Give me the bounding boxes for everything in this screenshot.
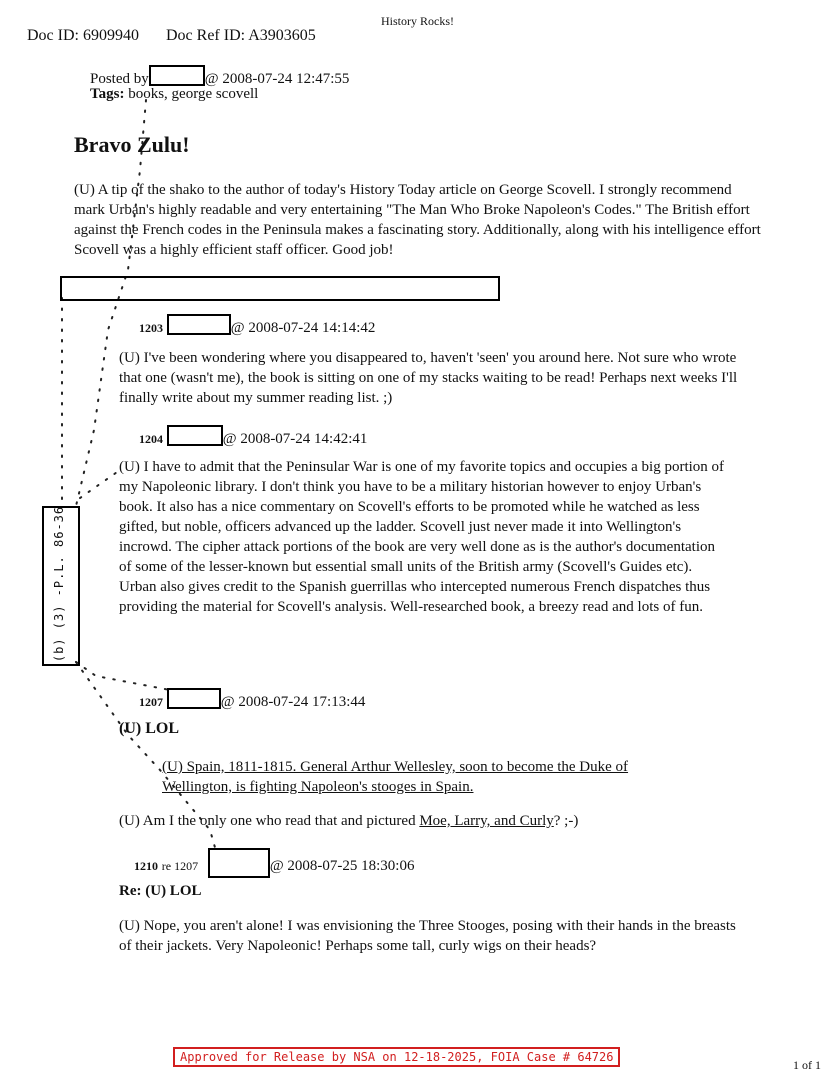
comment-body-text: (U) Am I the only one who read that and pictured [119, 813, 420, 829]
stooges-link[interactable]: Moe, Larry, and Curly [419, 813, 554, 829]
comment-number: 1203 [139, 321, 163, 335]
comment-timestamp: @ 2008-07-25 18:30:06 [269, 858, 415, 874]
comment-body: (U) Nope, you aren't alone! I was envisioning the Three Stooges, posing with their hands in the breasts of their jackets. Very Napoleonic! Perhaps some tall, curly wigs on their heads? [119, 918, 736, 954]
comment-quote: (U) Spain, 1811-1815. General Arthur Wellesley, soon to become the Duke of Wellington, is fighting Napoleon's stooges in Spain. [162, 759, 629, 795]
comment-timestamp: @ 2008-07-24 14:14:42 [230, 320, 376, 336]
post-meta [90, 65, 349, 88]
comment-number: 1210 [134, 859, 158, 873]
tags-value: books, george scovell [128, 86, 259, 102]
comment-body [119, 813, 578, 830]
posted-by-label: Posted by [90, 71, 149, 87]
redaction-box [149, 65, 205, 86]
redaction-bar [60, 276, 500, 301]
comment-timestamp: @ 2008-07-24 14:42:41 [222, 431, 368, 447]
comment-body-suffix: ? ;-) [553, 813, 579, 829]
redaction-box [208, 848, 270, 878]
redaction-box [167, 425, 223, 446]
release-stamp: Approved for Release by NSA on 12-18-2025, FOIA Case # 64726 [173, 1047, 620, 1067]
comment-header [139, 314, 375, 337]
page-number: 1 of 1 [793, 1058, 821, 1072]
comment-body: (U) I have to admit that the Peninsular War is one of my favorite topics and occupies a big portion of my Napoleonic library. I don't think you have to be a military historian however to enjoy Urban's book. It also has a nice commentary on Scovell's efforts to be promoted while he watched as less gifted, but noble, officers advanced up the ladder. Scovell just never made it into Wellington's incrowd. The cipher attack portions of the book are very well done as is the author's documentation of some of the lesser-known but essential small units of the British army (Scovell's Guides etc). Urban also gives credit to the Spanish guerrillas who intercepted numerous French dispatches thus providing the material for Scovell's analysis. Well-researched book, a breezy read and lots of fun. [119, 459, 725, 615]
comment-number: 1204 [139, 432, 163, 446]
comment-body: (U) I've been wondering where you disappeared to, haven't 'seen' you around here. Not sure who wrote that one (wasn't me), the book is sitting on one of my stacks waiting to be read! Perhaps next weeks I'll finally write about my summer reading list. ;) [119, 350, 738, 406]
comment-timestamp: @ 2008-07-24 17:13:44 [220, 694, 366, 710]
page-header-title: History Rocks! [381, 14, 454, 28]
redaction-box [167, 314, 231, 335]
post-tags [90, 86, 258, 103]
comment-heading: Re: (U) LOL [119, 883, 202, 899]
post-title: Bravo Zulu! [74, 132, 190, 157]
comment-header [139, 688, 365, 711]
comment-header [139, 425, 367, 448]
comment-header [134, 848, 414, 878]
doc-id: Doc ID: 6909940 [27, 27, 139, 44]
post-timestamp: @ 2008-07-24 12:47:55 [204, 71, 350, 87]
doc-ref-id: Doc Ref ID: A3903605 [166, 27, 316, 44]
post-body: (U) A tip of the shako to the author of today's History Today article on George Scovell. I strongly recommend mark Urban's highly readable and very entertaining "The Man Who Broke Napoleon's Codes." The British effort against the French codes in the Peninsula makes a fascinating story. Additionally, along with his intelligence effort Scovell was a highly efficient staff officer. Good job! [74, 182, 761, 258]
comment-number: 1207 [139, 695, 163, 709]
redaction-box [167, 688, 221, 709]
reply-to-label: re 1207 [161, 859, 199, 873]
tags-label: Tags: [90, 86, 125, 102]
exemption-label: (b) (3) -P.L. 86-36 [52, 505, 66, 663]
comment-heading: (U) LOL [119, 720, 179, 737]
